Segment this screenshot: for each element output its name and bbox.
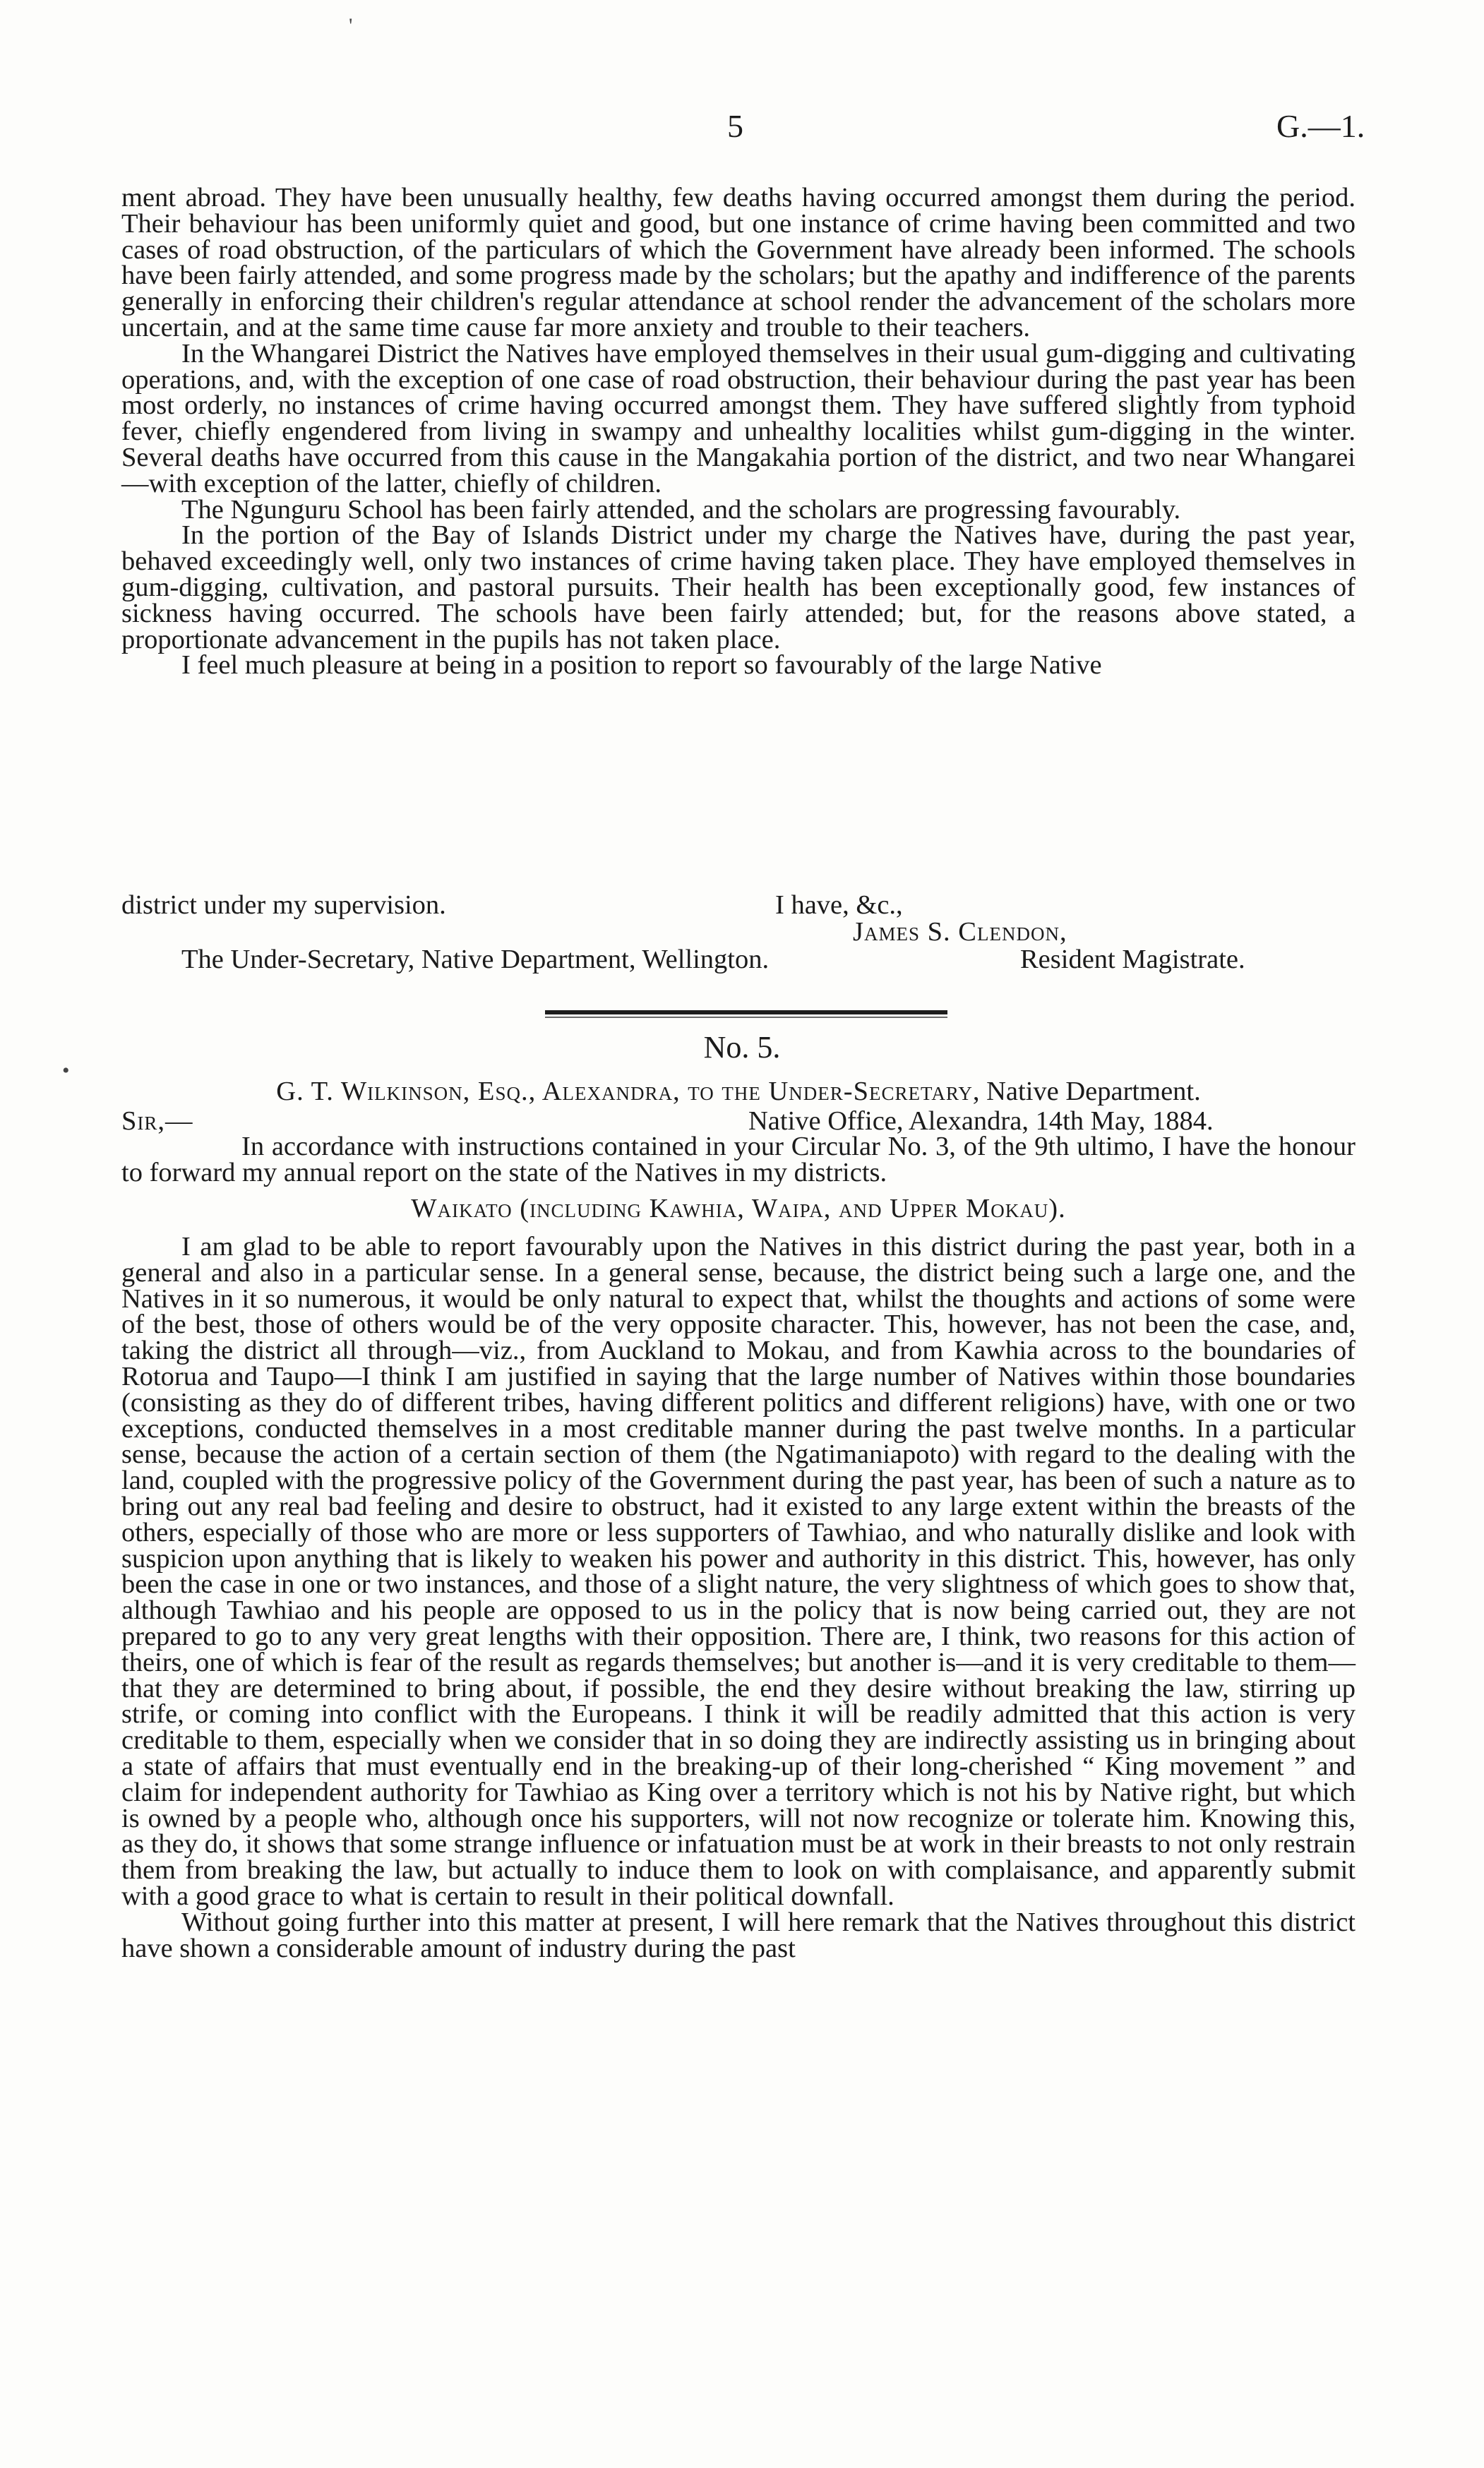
- paragraph: ment abroad. They have been unusually healthy, few deaths having occurred amongst them during the period. Their behaviour has been uniformly quiet and good, but one instance of crime having been committed and two cases of road obstruction, of the particulars of which the Government have already been informed. The schools have been fairly attended, and some progress made by the scholars; but the apathy and indifference of the parents generally in enforcing their children's regular attendance at school render the advancement of the scholars more uncertain, and at the same time cause far more anxiety and trouble to their teachers.: [121, 183, 1356, 342]
- closing-right: I have, &c.,: [775, 890, 903, 920]
- letter-heading: [121, 1076, 1356, 1107]
- signatory-title: Resident Magistrate.: [1020, 945, 1245, 974]
- print-speck: ': [349, 14, 353, 37]
- letter5-body: [121, 1234, 1356, 1961]
- paragraph: In the portion of the Bay of Islands District under my charge the Natives have, during the past year, behaved exceedingly well, only two instances of crime having taken place. They have employed themselves in gum-digging, cultivation, and pastoral pursuits. Their health has been exceptionally good, few instances of sickness having occurred. The schools have been fairly attended; but, for the reasons above stated, a proportionate advancement in the pupils has not taken place.: [121, 520, 1356, 654]
- place-date: Native Office, Alexandra, 14th May, 1884.: [748, 1106, 1214, 1136]
- heading-department: , Native Department.: [972, 1077, 1201, 1106]
- signatory: James S. Clendon,: [853, 917, 1067, 947]
- addressee: The Under-Secretary, Native Department, Wellington.: [181, 945, 770, 974]
- paragraph: I am glad to be able to report favourably upon the Natives in this district during the past year, both in a general and also in a particular sense. In a general sense, because, the district being such a large one, and the Natives in it so numerous, it would be only natural to expect that, whilst the thoughts and actions of some were of the best, those of others would be of the very opposite character. This, however, has not been the case, and, taking the district all through—viz., from Auckland to Mokau, and from Kawhia across to the boundaries of Rotorua and Taupo—I think I am justified in saying that the large number of Natives within those boundaries (consisting as they do of different tribes, having different politics and different religions) have, with one or two exceptions, conducted themselves in a most creditable manner during the past twelve months. In a particular sense, because the action of a certain section of them (the Ngatimaniapoto) with regard to the dealing with the land, coupled with the progressive policy of the Government during the past year, has been of such a nature as to bring out any real bad feeling and desire to obstruct, had it existed to any large extent within the breasts of the others, especially of those who are more or less supporters of Tawhiao, and who naturally dislike and look with suspicion upon anything that is likely to weaken his power and authority in this district. This, however, has only been the case in one or two instances, and those of a slight nature, the very slightness of which goes to show that, although Tawhiao and his people are opposed to us in the policy that is now being carried out, they are not prepared to go to any very great lengths with their opposition. There are, I think, two reasons for this action of theirs, one of which is fear of the result as regards themselves; but another is—and it is very creditable to them—that they are determined to bring about, if possible, the end they desire without breaking the law, stirring up strife, or coming into conflict with the Europeans. I think it will be readily admitted that this action is very creditable to them, especially when we consider that in so doing they are indirectly assisting us in bringing about a state of affairs that must eventually end in the breaking-up of their long-cherished “ King movement ” and claim for independent authority for Tawhiao as King over a territory which is not his by Native right, but which is owned by a people who, although once his supporters, will not now recognize or tolerate him. Knowing this, as they do, it shows that some strange influence or infatuation must be at work in their breasts to not only restrain them from breaking the law, but actually to induce them to look on with complaisance, and apparently submit with a good grace to what is certain to result in their political downfall.: [121, 1232, 1356, 1911]
- salutation: Sir,—: [121, 1106, 193, 1136]
- closing-left: district under my supervision.: [121, 890, 446, 920]
- paragraph: The Ngunguru School has been fairly attended, and the scholars are progressing favourably.: [181, 494, 1181, 525]
- paragraph: In the Whangarei District the Natives have employed themselves in their usual gum-digging and cultivating operations, and, with the exception of one case of road obstruction, their behaviour during the past year has been most orderly, no instances of crime having occurred amongst them. They have suffered slightly from typhoid fever, chiefly engendered from living in swampy and unhealthy localities whilst gum-digging in the winter. Several deaths have occurred from this cause in the Mangakahia portion of the district, and two near Whangarei—with exception of the latter, chiefly of children.: [121, 338, 1356, 498]
- paragraph: Without going further into this matter at present, I will here remark that the Natives throughout this district have shown a considerable amount of industry during the past: [121, 1907, 1356, 1963]
- district-heading: Waikato (including Kawhia, Waipa, and Upper Mokau).: [411, 1194, 1066, 1223]
- section-divider-underline: [545, 1017, 947, 1018]
- paragraph: I feel much pleasure at being in a position to report so favourably of the large Native: [181, 650, 1102, 681]
- letter-number: No. 5.: [703, 1030, 781, 1065]
- heading-recipient: Under-Secretary: [768, 1077, 973, 1106]
- section-divider: [545, 1010, 947, 1014]
- opening-paragraph: In accordance with instructions contained in your Circular No. 3, of the 9th ultimo, I have the honour to forward my annual report on the state of the Natives in my districts.: [121, 1132, 1356, 1187]
- letter4-body: [121, 183, 1356, 681]
- heading-rest: , Esq., Alexandra, to the: [462, 1077, 769, 1106]
- document-reference: G.—1.: [1276, 108, 1365, 144]
- margin-bullet: •: [62, 1059, 70, 1082]
- heading-sender: G. T. Wilkinson: [276, 1077, 463, 1106]
- page-number: 5: [727, 108, 743, 144]
- letter5-opening: [121, 1134, 1356, 1186]
